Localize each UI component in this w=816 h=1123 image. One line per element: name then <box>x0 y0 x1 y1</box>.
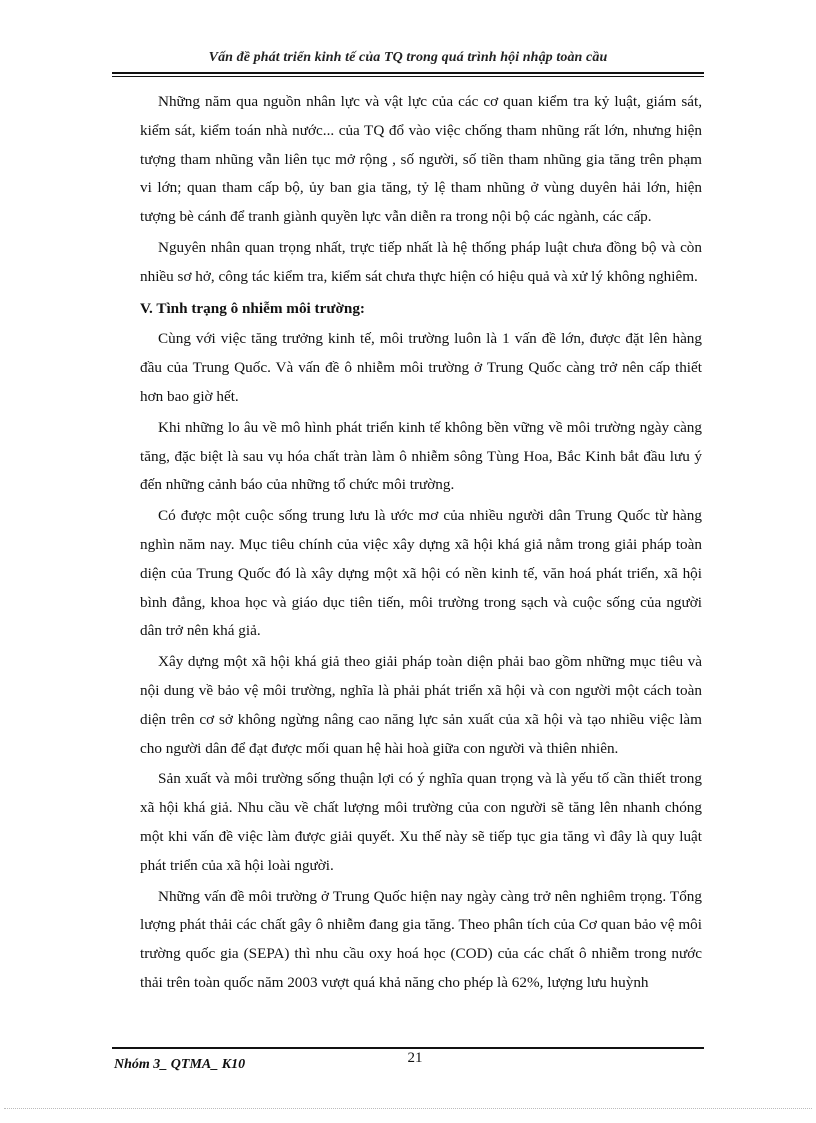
document-body <box>140 88 702 998</box>
page-number: 21 <box>407 1050 423 1066</box>
page-edge <box>4 1108 812 1109</box>
paragraph: Nguyên nhân quan trọng nhất, trực tiếp nhất là hệ thống pháp luật chưa đồng bộ và còn nhiều sơ hở, công tác kiểm tra, kiểm sát chưa thực hiện có hiệu quả và xử lý không nghiêm. <box>140 238 702 285</box>
paragraph: Sản xuất và môi trường sống thuận lợi có ý nghĩa quan trọng và là yếu tố cần thiết trong xã hội khá giả. Nhu cầu về chất lượng môi trường của con người sẽ tăng lên nhanh chóng một khi vấn đề việc làm được giải quyết. Xu thế này sẽ tiếp tục gia tăng vì đây là quy luật phát triển của xã hội loài người. <box>140 770 702 874</box>
paragraph: Khi những lo âu về mô hình phát triển kinh tế không bền vững về môi trường ngày càng tăng, đặc biệt là sau vụ hóa chất tràn làm ô nhiễm sông Tùng Hoa, Bắc Kinh bắt đầu lưu ý đến những cảnh báo của những tổ chức môi trường. <box>140 418 702 494</box>
header-rule-thin <box>112 76 704 77</box>
paragraph: Xây dựng một xã hội khá giả theo giải pháp toàn diện phải bao gồm những mục tiêu và nội dung về bảo vệ môi trường, nghĩa là phải phát triển xã hội và con người một cách toàn diện trên cơ sở không ngừng nâng cao năng lực sản xuất của xã hội và tạo nhiều việc làm cho người dân để đạt được mối quan hệ hài hoà giữa con người và thiên nhiên. <box>140 653 702 757</box>
paragraph: Những năm qua nguồn nhân lực và vật lực của các cơ quan kiểm tra kỷ luật, giám sát, kiểm sát, kiểm toán nhà nước... của TQ đổ vào việc chống tham nhũng rất lớn, nhưng hiện tượng tham nhũng vẫn liên tục mở rộng , số người, số tiền tham nhũng gia tăng trên phạm vi lớn; quan tham cấp bộ, ủy ban gia tăng, tỷ lệ tham nhũng ở vùng duyên hải lớn, hiện tượng bè cánh để tranh giành quyền lực vẫn diễn ra trong nội bộ các ngành, các cấp. <box>140 93 702 226</box>
running-header: Vấn đề phát triển kinh tế của TQ trong quá trình hội nhập toàn cầu <box>208 50 608 65</box>
paragraph: Những vấn đề môi trường ở Trung Quốc hiện nay ngày càng trở nên nghiêm trọng. Tổng lượng phát thải các chất gây ô nhiễm đang gia tăng. Theo phân tích của Cơ quan bảo vệ môi trường quốc gia (SEPA) thì nhu cầu oxy hoá học (COD) của các chất ô nhiễm trong nước thải trên toàn quốc năm 2003 vượt quá khả năng cho phép là 62%, lượng lưu huỳnh <box>140 887 702 991</box>
paragraph: Có được một cuộc sống trung lưu là ước mơ của nhiều người dân Trung Quốc từ hàng nghìn năm nay. Mục tiêu chính của việc xây dựng xã hội khá giả nằm trong giải pháp toàn diện của Trung Quốc đó là xây dựng một xã hội có nền kinh tế, văn hoá phát triển, xã hội bình đẳng, khoa học và giáo dục tiên tiến, môi trường trong sạch và cuộc sống của người dân trở nên khá giả. <box>140 507 702 640</box>
header-rule <box>112 72 704 74</box>
footer-group-label: Nhóm 3_ QTMA_ K10 <box>114 1057 246 1072</box>
section-heading: V. Tình trạng ô nhiễm môi trường: <box>140 299 365 317</box>
footer-rule <box>112 1047 704 1049</box>
paragraph: Cùng với việc tăng trưởng kinh tế, môi trường luôn là 1 vấn đề lớn, được đặt lên hàng đầu của Trung Quốc. Và vấn đề ô nhiễm môi trường ở Trung Quốc càng trở nên cấp thiết hơn bao giờ hết. <box>140 330 702 405</box>
